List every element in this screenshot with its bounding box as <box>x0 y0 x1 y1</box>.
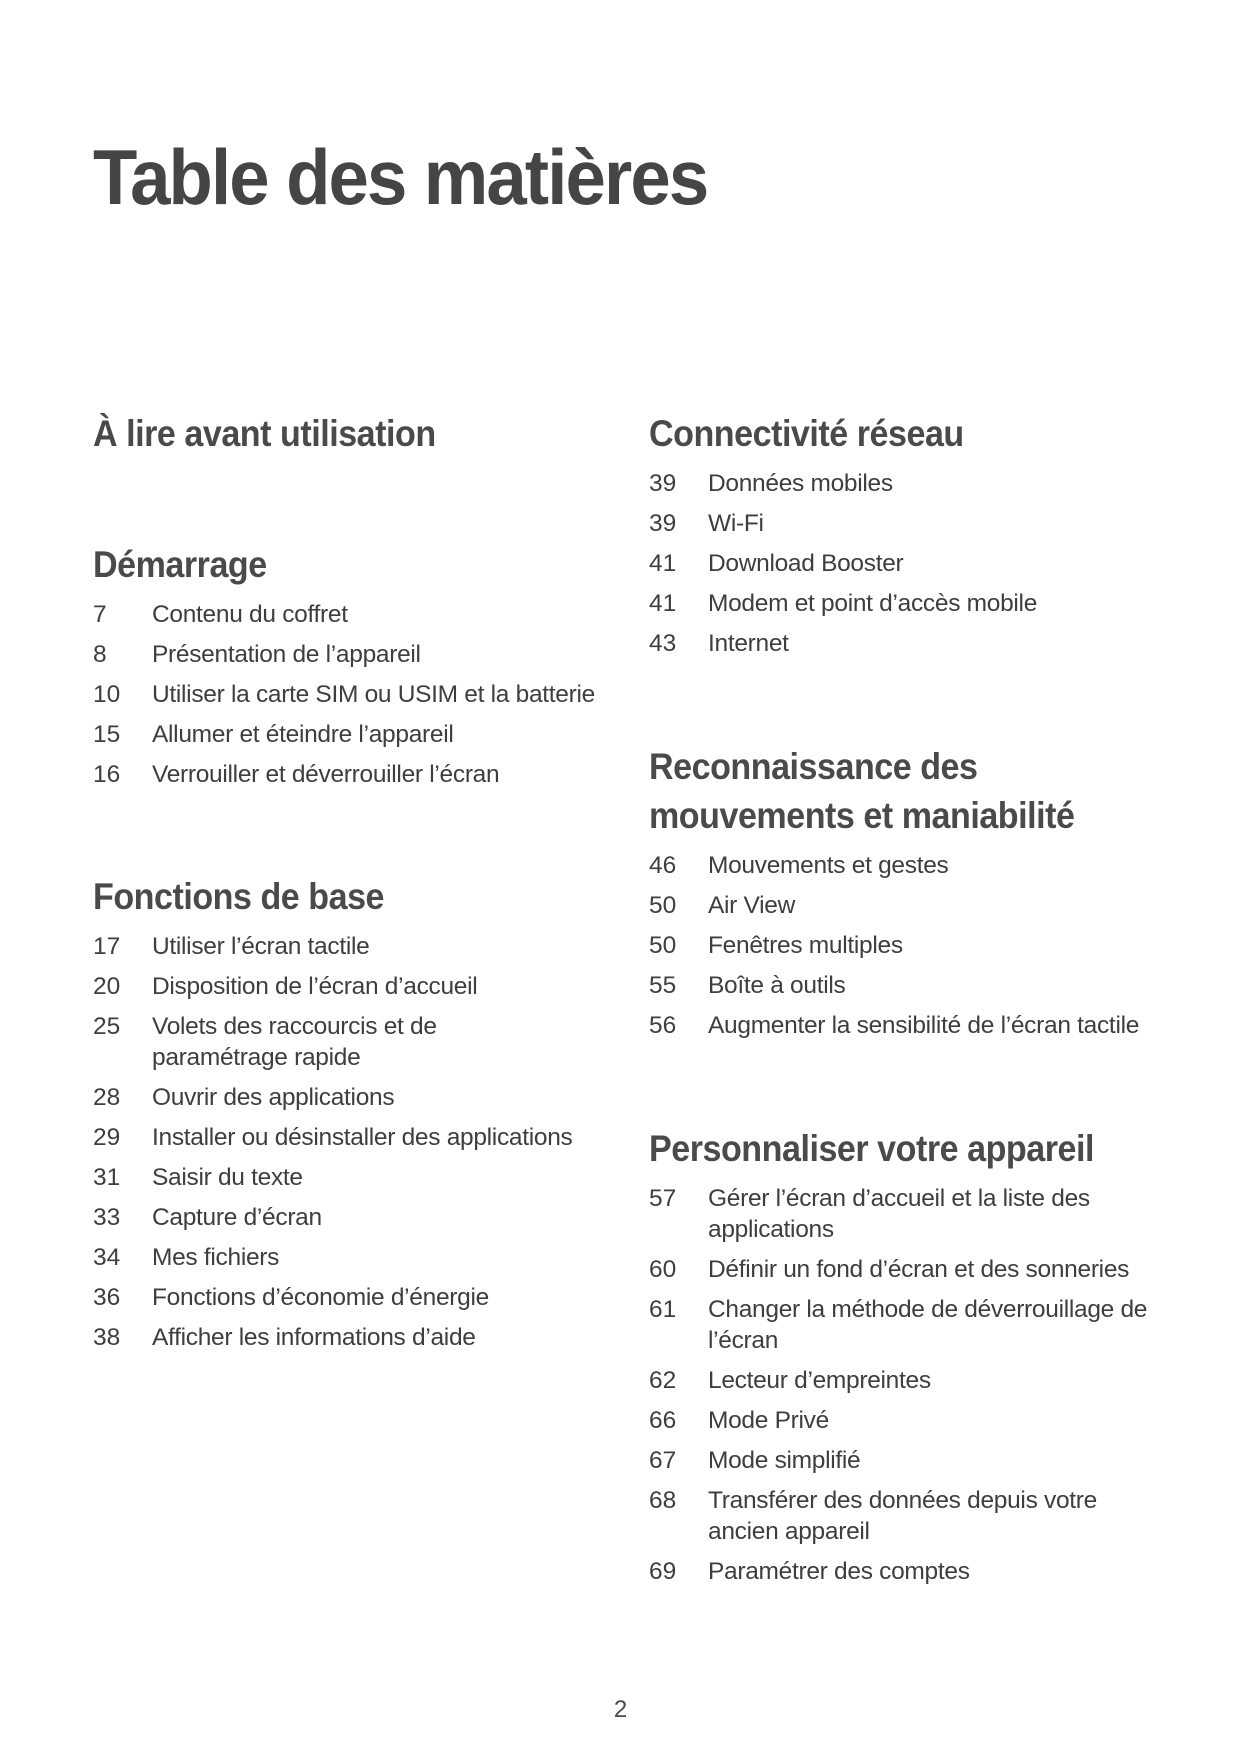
entry-page: 46 <box>649 852 677 879</box>
toc-entry[interactable] <box>93 1282 613 1313</box>
entry-page: 7 <box>93 601 107 628</box>
entry-page: 60 <box>649 1256 677 1283</box>
entry-page: 55 <box>649 972 677 999</box>
entry-text: Volets des raccourcis et de paramétrage rapide <box>152 1013 437 1071</box>
entry-text: Paramétrer des comptes <box>708 1558 970 1585</box>
toc-entry[interactable] <box>649 1183 1169 1245</box>
entry-page: 16 <box>93 761 121 788</box>
entry-page: 36 <box>93 1284 121 1311</box>
entry-page: 8 <box>93 641 107 668</box>
section-fonctions-de-base <box>93 872 613 1362</box>
entry-text: Download Booster <box>708 550 904 577</box>
entry-page: 25 <box>93 1013 121 1040</box>
section-reconnaissance-mouvements <box>649 742 1169 1050</box>
entry-page: 34 <box>93 1244 121 1271</box>
toc-entry[interactable] <box>93 1322 613 1353</box>
entry-page: 56 <box>649 1012 677 1039</box>
toc-entry[interactable] <box>93 1202 613 1233</box>
entry-text: Allumer et éteindre l’appareil <box>152 721 454 748</box>
entry-text: Capture d’écran <box>152 1204 322 1231</box>
entry-text: Verrouiller et déverrouiller l’écran <box>152 761 500 788</box>
toc-entry[interactable] <box>93 1011 613 1073</box>
entry-text: Changer la méthode de déverrouillage de l’écran <box>708 1296 1148 1354</box>
section-heading: Connectivité réseau <box>649 413 964 454</box>
entry-text: Gérer l’écran d’accueil et la liste des applications <box>708 1185 1090 1243</box>
toc-entry[interactable] <box>93 971 613 1002</box>
entry-text: Mouvements et gestes <box>708 852 949 879</box>
entry-text: Ouvrir des applications <box>152 1084 395 1111</box>
section-heading: À lire avant utilisation <box>93 413 436 454</box>
entry-text: Utiliser l’écran tactile <box>152 933 370 960</box>
entry-page: 62 <box>649 1367 677 1394</box>
entry-page: 67 <box>649 1447 677 1474</box>
toc-entry[interactable] <box>649 1485 1169 1547</box>
page-title: Table des matières <box>93 133 708 221</box>
entry-page: 39 <box>649 470 677 497</box>
section-heading: Démarrage <box>93 544 267 585</box>
entry-page: 28 <box>93 1084 121 1111</box>
section-heading <box>649 742 1127 840</box>
toc-entry[interactable] <box>93 1242 613 1273</box>
toc-entry[interactable] <box>649 850 1169 881</box>
entry-page: 50 <box>649 892 677 919</box>
heading-line: Reconnaissance des <box>649 746 978 787</box>
toc-entry[interactable] <box>93 719 613 750</box>
section-demarrage <box>93 540 613 799</box>
toc-entry[interactable] <box>649 930 1169 961</box>
entry-page: 38 <box>93 1324 121 1351</box>
entry-page: 29 <box>93 1124 121 1151</box>
entry-text: Lecteur d’empreintes <box>708 1367 931 1394</box>
entry-page: 17 <box>93 933 121 960</box>
entry-text: Transférer des données depuis votre ancien appareil <box>708 1487 1097 1545</box>
entry-text: Fonctions d’économie d’énergie <box>152 1284 489 1311</box>
entry-text: Modem et point d’accès mobile <box>708 590 1038 617</box>
entry-page: 69 <box>649 1558 677 1585</box>
entry-page: 61 <box>649 1296 677 1323</box>
toc-entry[interactable] <box>93 1122 613 1153</box>
section-personnaliser-appareil <box>649 1124 1169 1596</box>
toc-entry[interactable] <box>649 1010 1169 1041</box>
entry-page: 66 <box>649 1407 677 1434</box>
toc-entry[interactable] <box>649 628 1169 659</box>
entry-text: Mode Privé <box>708 1407 829 1434</box>
toc-entry[interactable] <box>93 759 613 790</box>
entry-text: Contenu du coffret <box>152 601 348 628</box>
toc-entry[interactable] <box>649 1405 1169 1436</box>
toc-entry[interactable] <box>649 548 1169 579</box>
toc-entry[interactable] <box>649 1294 1169 1356</box>
entry-text: Augmenter la sensibilité de l’écran tactile <box>708 1012 1140 1039</box>
entry-page: 20 <box>93 973 121 1000</box>
entry-text: Mode simplifié <box>708 1447 861 1474</box>
entry-page: 41 <box>649 550 677 577</box>
entry-page: 39 <box>649 510 677 537</box>
entry-page: 57 <box>649 1185 677 1212</box>
toc-entry[interactable] <box>93 1162 613 1193</box>
toc-entry[interactable] <box>93 639 613 670</box>
entry-text: Mes fichiers <box>152 1244 280 1271</box>
entry-text: Wi-Fi <box>708 510 764 537</box>
toc-entry[interactable] <box>649 588 1169 619</box>
entry-text: Saisir du texte <box>152 1164 303 1191</box>
heading-line: mouvements et maniabilité <box>649 795 1075 836</box>
section-connectivite-reseau <box>649 409 1169 668</box>
section-a-lire <box>93 409 613 468</box>
entry-text: Présentation de l’appareil <box>152 641 421 668</box>
entry-text: Afficher les informations d’aide <box>152 1324 476 1351</box>
entry-page: 43 <box>649 630 677 657</box>
toc-entry[interactable] <box>93 599 613 630</box>
toc-entry[interactable] <box>649 508 1169 539</box>
toc-entry[interactable] <box>649 970 1169 1001</box>
entry-page: 31 <box>93 1164 121 1191</box>
toc-entry[interactable] <box>93 1082 613 1113</box>
page-number: 2 <box>613 1696 628 1723</box>
entry-text: Définir un fond d’écran et des sonneries <box>708 1256 1130 1283</box>
entry-page: 10 <box>93 681 121 708</box>
entry-page: 33 <box>93 1204 121 1231</box>
toc-entry[interactable] <box>649 1445 1169 1476</box>
toc-entry[interactable] <box>649 468 1169 499</box>
toc-entry[interactable] <box>649 1556 1169 1587</box>
entry-text: Internet <box>708 630 789 657</box>
toc-entry[interactable] <box>649 1254 1169 1285</box>
entry-page: 68 <box>649 1487 677 1514</box>
entry-text: Utiliser la carte SIM ou USIM et la batterie <box>152 681 595 708</box>
entry-page: 50 <box>649 932 677 959</box>
entry-text: Fenêtres multiples <box>708 932 903 959</box>
entry-text: Disposition de l’écran d’accueil <box>152 973 478 1000</box>
entry-page: 15 <box>93 721 121 748</box>
entry-text: Air View <box>708 892 796 919</box>
entry-page: 41 <box>649 590 677 617</box>
entry-text: Boîte à outils <box>708 972 846 999</box>
section-heading: Personnaliser votre appareil <box>649 1128 1094 1169</box>
toc-entry[interactable] <box>649 890 1169 921</box>
toc-entry[interactable] <box>93 931 613 962</box>
section-heading: Fonctions de base <box>93 876 385 917</box>
entry-text: Installer ou désinstaller des applications <box>152 1124 573 1151</box>
entry-text: Données mobiles <box>708 470 893 497</box>
toc-entry[interactable] <box>93 679 613 710</box>
toc-entry[interactable] <box>649 1365 1169 1396</box>
